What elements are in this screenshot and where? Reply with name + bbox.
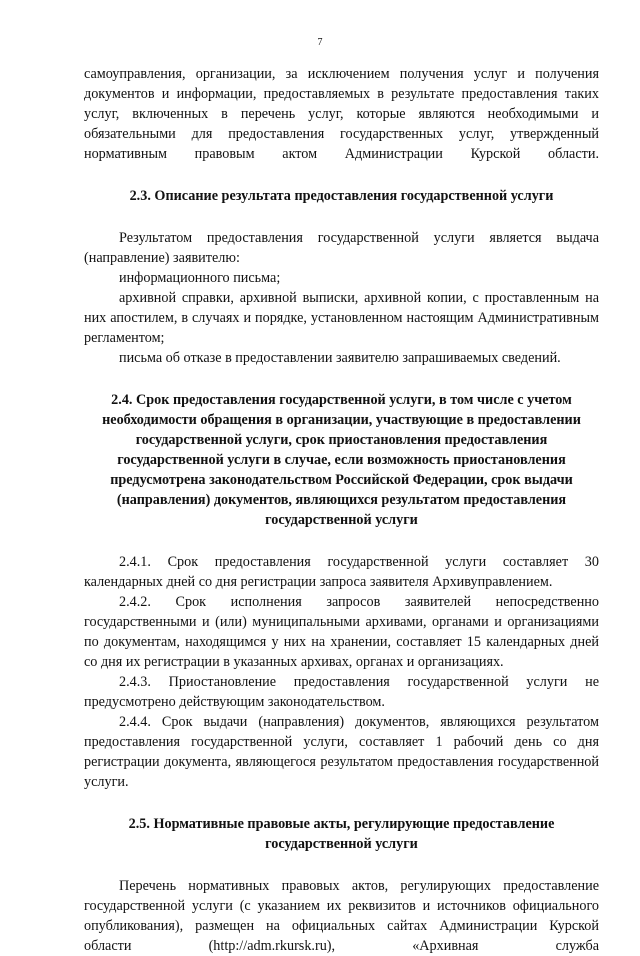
section-2-3-heading: 2.3. Описание результата предоставления государственной услуги [129,188,554,204]
page-number: 7 [317,37,323,48]
paragraph-2-4-2: 2.4.2. Срок исполнения запросов заявителей непосредственно государственными и (или) муниципальными архивами, органами и организациями по документам, находящимся у них на хранении, составляет 15 календарных дней со дня их регистрации в указанных архивах, органах и организациях. [84,594,599,670]
section-2-3-item-2: архивной справки, архивной выписки, архивной копии, с проставленным на них апостилем, в случаях и порядке, установленном настоящим Административным регламентом; [84,290,599,346]
section-2-3-item-3: письма об отказе в предоставлении заявителю запрашиваемых сведений. [119,350,561,366]
section-2-4-heading: 2.4. Срок предоставления государственной услуги, в том числе с учетом необходимости обращения в организации, участвующие в предоставлении государственной услуги, срок приостановления предоставления государственной услуги в случае, если возможность приостановления предусмотрена законодательством Российской Федерации, срок выдачи (направления) документов, являющихся результатом предоставления государственной услуги [102,392,581,528]
section-2-5-heading: 2.5. Нормативные правовые акты, регулирующие предоставление государственной услуги [128,816,555,852]
paragraph-2-4-1: 2.4.1. Срок предоставления государственной услуги составляет 30 календарных дней со дня регистрации запроса заявителя Архивуправлением. [84,554,599,590]
section-2-3-lead: Результатом предоставления государственной услуги является выдача (направление) заявителю: [84,230,599,266]
paragraph-2-4-4: 2.4.4. Срок выдачи (направления) документов, являющихся результатом предоставления государственной услуги, составляет 1 рабочий день со дня регистрации документа, являющегося результатом предоставления государственной услуги. [84,714,599,790]
section-2-5-paragraph: Перечень нормативных правовых актов, регулирующих предоставление государственной услуги (с указанием их реквизитов и источников официального опубликования), размещен на официальных сайтах Администрации Курской области (http://adm.rkursk.ru), «Архивная служба [84,878,599,954]
section-2-3-item-1: информационного письма; [119,270,281,286]
intro-paragraph: самоуправления, организации, за исключением получения услуг и получения документов и информации, предоставляемых в результате предоставления таких услуг, включенных в перечень услуг, которые являются необходимыми и обязательными для предоставления государственных услуг, утвержденный нормативным правовым актом Администрации Курской области. [84,66,599,162]
paragraph-2-4-3: 2.4.3. Приостановление предоставления государственной услуги не предусмотрено действующим законодательством. [84,674,599,710]
document-body [84,64,599,956]
